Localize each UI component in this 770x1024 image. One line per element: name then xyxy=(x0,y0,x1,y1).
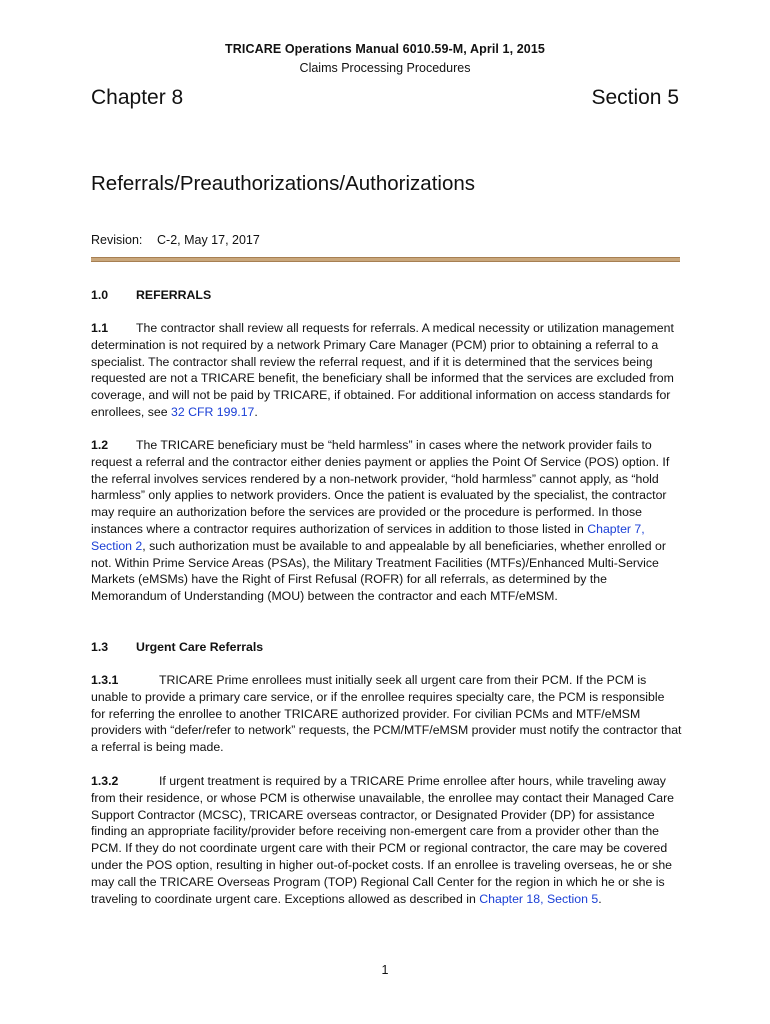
revision-line xyxy=(91,233,260,247)
paragraph-1-2: 1.2 The TRICARE beneficiary must be “held harmless” in cases where the network provider fails to request a referral and the contractor either denies payment or applies the Point Of Service (POS) option. If the referral involves services rendered by a non-network provider, “hold harmless” cannot apply, as “hold harmless” only applies to network providers. Once the patient is evaluated by the specialist, the contractor may require an authorization before the services are provided or the procedure is performed. In those instances where a contractor requires authorization of services in addition to those listed in Chapter 7, Section 2, such authorization must be available to and appealable by all beneficiaries, whether enrolled or not. Within Prime Service Areas (PSAs), the Military Treatment Facilities (MTFs)/Enhanced Multi-Service Markets (eMSMs) have the Right of First Refusal (ROFR) for all referrals, as determined by the Memorandum of Understanding (MOU) between the contractor and each MTF/eMSM. xyxy=(91,438,670,604)
paragraph-number: 1.3.2 xyxy=(91,774,119,788)
heading-1-3 xyxy=(91,639,682,656)
chapter7-link[interactable]: Chapter 7, Section 2 xyxy=(91,521,645,553)
section-label: Section 5 xyxy=(591,86,679,109)
paragraph-text: TRICARE Prime enrollees must initially seek all urgent care from their PCM. If the PCM is unable to provide a primary care service, or if the enrollee requires specialty care, the PCM is responsible for referring the enrollee to another TRICARE authorized provider. For civilian PCMs and MTF/eMSM providers with “defer/refer to network” requests, the PCM/MTF/eMSM provider must notify the contractor that a referral is being made. xyxy=(91,673,682,755)
paragraph-number: 1.1 xyxy=(91,321,109,335)
chapter-label: Chapter 8 xyxy=(91,86,184,109)
chapter18-link[interactable]: Chapter 18, Section 5 xyxy=(479,891,599,906)
heading-number: 1.3 xyxy=(91,640,109,654)
paragraph-text: If urgent treatment is required by a TRICARE Prime enrollee after hours, while traveling away from their residence, or whose PCM is otherwise unavailable, the enrollee may contact their Managed Care Support Contractor (MCSC), TRICARE overseas contractor, or Designated Provider (DP) for assistance finding an appropriate facility/provider before receiving non-emergent care from a provider other than the PCM. If they do not coordinate urgent care with their PCM or regional contractor, the care may be covered under the POS option, resulting in higher out-of-pocket costs. If an enrollee is traveling overseas, he or she may call the TRICARE Overseas Program (TOP) Regional Call Center for the region in which he or she is traveling to coordinate urgent care. Exceptions allowed as described in xyxy=(91,774,675,906)
divider-rule xyxy=(91,257,680,262)
paragraph-number: 1.3.1 xyxy=(91,673,119,687)
page-title: Referrals/Preauthorizations/Authorizations xyxy=(91,172,475,195)
cfr-link[interactable]: 32 CFR 199.17 xyxy=(170,404,255,419)
paragraph-number: 1.2 xyxy=(91,438,109,452)
paragraph-1-1: 1.1 The contractor shall review all requests for referrals. A medical necessity or utilization management determination is not required by a network Primary Care Manager (PCM) prior to obtaining a referral to a specialist. The contractor shall review the referral request, and if it is determined that the services being requested are not a TRICARE benefit, the beneficiary shall be informed that the services are excluded from coverage, and will not be paid by TRICARE, if obtained. For additional information on access standards for enrollees, see 32 CFR 199.17. xyxy=(91,321,674,419)
heading-text: Urgent Care Referrals xyxy=(136,640,264,654)
manual-header: TRICARE Operations Manual 6010.59-M, April 1, 2015 xyxy=(225,42,545,56)
paragraph-text: The contractor shall review all requests for referrals. A medical necessity or utilization management determination is not required by a network Primary Care Manager (PCM) prior to obtaining a referral to a specialist. The contractor shall review the referral request, and if it is determined that the services being requested are not a TRICARE benefit, the beneficiary shall be informed that the services are excluded from coverage, and will not be paid by TRICARE, if obtained. For additional information on access standards for enrollees, see xyxy=(91,321,674,419)
heading-text: REFERRALS xyxy=(136,288,212,302)
revision-label: Revision: xyxy=(91,233,143,247)
heading-number: 1.0 xyxy=(91,288,109,302)
manual-subtitle: Claims Processing Procedures xyxy=(299,61,471,75)
paragraph-1-3-1 xyxy=(91,672,682,756)
paragraph-1-3-2: 1.3.2 If urgent treatment is required by a TRICARE Prime enrollee after hours, while traveling away from their residence, or whose PCM is otherwise unavailable, the enrollee may contact their Managed Care Support Contractor (MCSC), TRICARE overseas contractor, or Designated Provider (DP) for assistance finding an appropriate facility/provider before receiving non-emergent care from a provider other than the PCM. If they do not coordinate urgent care with their PCM or regional contractor, the care may be covered under the POS option, resulting in higher out-of-pocket costs. If an enrollee is traveling overseas, he or she may call the TRICARE Overseas Program (TOP) Regional Call Center for the region in which he or she is traveling to coordinate urgent care. Exceptions allowed as described in Chapter 18, Section 5. xyxy=(91,774,675,906)
paragraph-text: The TRICARE beneficiary must be “held harmless” in cases where the network provider fails to request a referral and the contractor either denies payment or applies the Point Of Service (POS) option. If the referral involves services rendered by a non-network provider, “hold harmless” cannot apply, as “hold harmless” only applies to network providers. Once the patient is evaluated by the specialist, the contractor may require an authorization before the services are provided or the procedure is performed. In those instances where a contractor requires authorization of services in addition to those listed in xyxy=(91,438,670,536)
heading-1-0 xyxy=(91,287,682,304)
revision-value: C-2, May 17, 2017 xyxy=(157,233,260,247)
page-number: 1 xyxy=(381,963,389,977)
